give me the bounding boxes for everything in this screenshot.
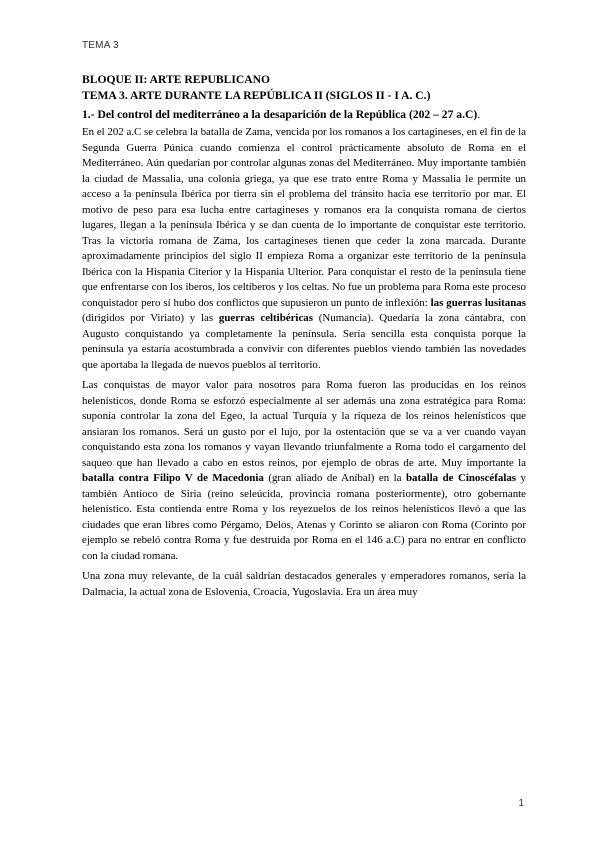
p2-text-3: y también Antíoco de Siria (reino seleúcida, provincia romana posteriormente), otro gobernante helenístico. Esta contienda entre Roma y los reyezuelos de los reinos helenísticos llevó a que las ciudades que eran libres como Pérgamo, Delos, Atenas y Corinto se aliaron con Roma (Corinto por ejemplo se rebeló contra Roma y fue destruida por Roma en el 146 a.C) para no entrar en conflicto con la ciudad romana. bbox=[82, 472, 526, 562]
section-heading-period: . bbox=[477, 108, 481, 121]
section-heading-text: 1.- Del control del mediterráneo a la desaparición de la República (202 – 27 a.C) bbox=[82, 108, 478, 121]
p2-text-1: Las conquistas de mayor valor para nosotros para Roma fueron las producidas en los reinos helenísticos, donde Roma se esforzó especialmente al ser además una zona estratégica para Roma: suponía controlar la zona del Egeo, la actual Turquía y la riqueza de los reinos helenísticos que ansiaran los romanos. Será un gusto por el lujo, por la ostentación que se va a ver cuando vayan conquistando esta zona los romanos y vayan llevando triunfalmente a Roma todo el cargamento del saqueo que han llevado a cabo en estos reinos, por ejemplo de obras de arte. Muy importante la bbox=[82, 379, 526, 469]
p2-bold-2: batalla de Cinoscéfalas bbox=[406, 472, 517, 484]
paragraph-2 bbox=[82, 378, 526, 564]
p2-text-2: (gran aliado de Aníbal) en la bbox=[263, 472, 406, 484]
page-number: 1 bbox=[518, 798, 524, 809]
section-heading bbox=[82, 107, 526, 123]
topic-heading: TEMA 3. ARTE DURANTE LA REPÚBLICA II (SIGLOS II - I A. C.) bbox=[82, 89, 431, 102]
block-heading: BLOQUE II: ARTE REPUBLICANO bbox=[82, 73, 271, 86]
p1-bold-2: guerras celtibéricas bbox=[218, 312, 313, 324]
p1-text-3: (Numancia). Quedaría la zona cántabra, con Augusto conquistando ya completamente la península. Sería sencilla esta conquista porque la península ya estaría acostumbrada a convivir con diferentes pueblos viendo también las novedades que aportaba la llegada de nuevos pueblos al territorio. bbox=[82, 312, 526, 371]
paragraph-1 bbox=[82, 125, 526, 373]
document-body bbox=[82, 72, 526, 605]
p1-bold-1: las guerras lusitanas bbox=[430, 296, 526, 309]
p1-text-2: (dirigidos por Viriato) y las bbox=[82, 312, 219, 324]
paragraph-3: Una zona muy relevante, de la cuál saldrían destacados generales y emperadores romanos, sería la Dalmacia, la actual zona de Eslovenia, Croacia, Yugoslavia. Era un área muy bbox=[82, 570, 526, 598]
p1-text-1: En el 202 a.C se celebra la batalla de Zama, vencida por los romanos a los cartagineses, en el fin de la Segunda Guerra Púnica cuando comienza el control prácticamente absoluto de Roma en el Mediterráneo. Aún quedarían por controlar algunas zonas del Mediterráneo. Muy importante también la ciudad de Massalia, una colonia griega, ya que ese trato entre Roma y Massalia le permite un acceso a la península Ibérica por tierra sin el problema del tránsito hacia ese territorio por mar. El motivo de peso para esa lucha entre cartagineses y romanos era la conquista romana de ciertos lugares, llegan a la península Ibérica y se dan cuenta de lo importante de conquistar este territorio. Tras la victoria romana de Zama, los cartagineses tienen que ceder la zona marcada. Durante aproximadamente principios del siglo II empieza Roma a organizar este territorio de la península Ibérica con la Hispania Citerior y la Hispania Ulterior. Para conquistar el resto de la península tiene que enfrentarse con los iberos, los celtíberos y los celtas. No fue un problema para Roma este proceso conquistador pero sí hubo dos conflictos que supusieron un punto de inflexión: bbox=[82, 126, 526, 309]
running-header: TEMA 3 bbox=[82, 40, 119, 51]
p2-bold-1: batalla contra Filipo V de Macedonia bbox=[82, 472, 264, 484]
